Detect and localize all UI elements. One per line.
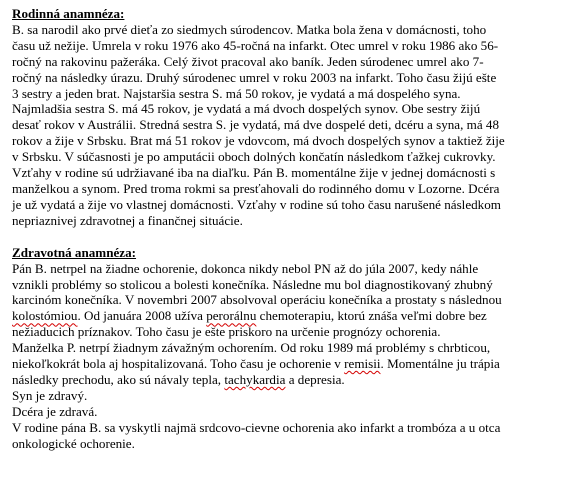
text-line: následky prechodu, ako sú návaly tepla, tachykardia a depresia. (12, 371, 345, 387)
text-line: je už vydatá a žije vo vlastnej domácnosti. Vzťahy v rodine sú toho času narušené následkom (12, 196, 501, 212)
text-line: ročný na následky úrazu. Druhý súrodenec umrel v roku 2003 na infarkt. Toho času žijú ešte (12, 69, 497, 85)
paragraph-spacer (12, 229, 564, 245)
text-line: Syn je zdravý. (12, 387, 88, 403)
text-line: nežiaducich príznakov. Toho času je ešte priskoro na určenie prognózy ochorenia. (12, 324, 441, 340)
text-line: vznikli problémy so stolicou a bolesti konečníka. Následne mu bol diagnostikovaný zhubný (12, 276, 493, 292)
text-line: V rodine pána B. sa vyskytli najmä srdcovo-cievne ochorenia ako infarkt a trombóza a u otca (12, 419, 501, 435)
text-line: onkologické ochorenie. (12, 435, 135, 451)
text-line: kolostómiou. Od januára 2008 užíva perorálnu chemoterapiu, ktorú znáša veľmi dobre bez (12, 308, 487, 324)
section-heading: Rodinná anamnéza: (12, 6, 125, 21)
text-line: rokov a žije v Srbsku. Brat má 51 rokov je vdovcom, má dvoch dospelých synov a taktiež žije (12, 133, 505, 149)
text-line: nepriaznivej zdravotnej a finančnej situácie. (12, 212, 243, 228)
spellcheck-flag: tachykardia (224, 371, 286, 387)
text-line: desať rokov v Austrálii. Stredná sestra S. je vydatá, má dve dospelé deti, dcéru a syna, má 48 (12, 117, 500, 133)
text-line: ročný na rakovinu pažeráka. Celý život pracoval ako baník. Jeden súrodenec umrel ako 7- (12, 53, 484, 69)
text-line: B. sa narodil ako prvé dieťa zo siedmych súrodencov. Matka bola žena v domácnosti, toho (12, 21, 487, 37)
text-line: Najmladšia sestra S. má 45 rokov, je vydatá a má dvoch dospelých synov. Obe sestry žijú (12, 101, 481, 117)
text-line: karcinóm konečníka. V novembri 2007 absolvoval operáciu konečníka a prostaty s následnou (12, 292, 502, 308)
text-line: Manželka P. netrpí žiadnym závažným ochorením. Od roku 1989 má problémy s chrbticou, (12, 340, 491, 356)
section-heading: Zdravotná anamnéza: (12, 244, 137, 260)
spellcheck-flag: perorálnu (206, 308, 257, 324)
text-line: Vzťahy v rodine sú udržiavané iba na diaľku. Pán B. momentálne žije v jednej domácnosti s (12, 165, 496, 181)
section-medical-history (12, 245, 564, 452)
text-line: manželkou a synom. Pred troma rokmi sa presťahovali do rodinného domu v Lozorne. Dcéra (12, 180, 500, 196)
spellcheck-flag: kolostómiou (12, 308, 78, 324)
spellcheck-flag: remisii (344, 356, 381, 372)
section-family-history (12, 6, 564, 229)
text-line: v Srbsku. V súčasnosti je po amputácii oboch dolných končatín následkom ťažkej cukrovky. (12, 149, 496, 165)
document-page (12, 6, 564, 451)
text-line: Pán B. netrpel na žiadne ochorenie, dokonca nikdy nebol PN až do júla 2007, kedy náhle (12, 260, 479, 276)
text-line: niekoľkokrát bola aj hospitalizovaná. Toho času je ochorenie v remisii. Momentálne ju trápia (12, 356, 500, 372)
text-line: času už nežije. Umrela v roku 1976 ako 45-ročná na infarkt. Otec umrel v roku 1986 ako 56- (12, 37, 499, 53)
text-line: 3 sestry a jeden brat. Najstaršia sestra S. má 50 rokov, je vydatá a má dospelého syna. (12, 85, 461, 101)
text-line: Dcéra je zdravá. (12, 403, 98, 419)
